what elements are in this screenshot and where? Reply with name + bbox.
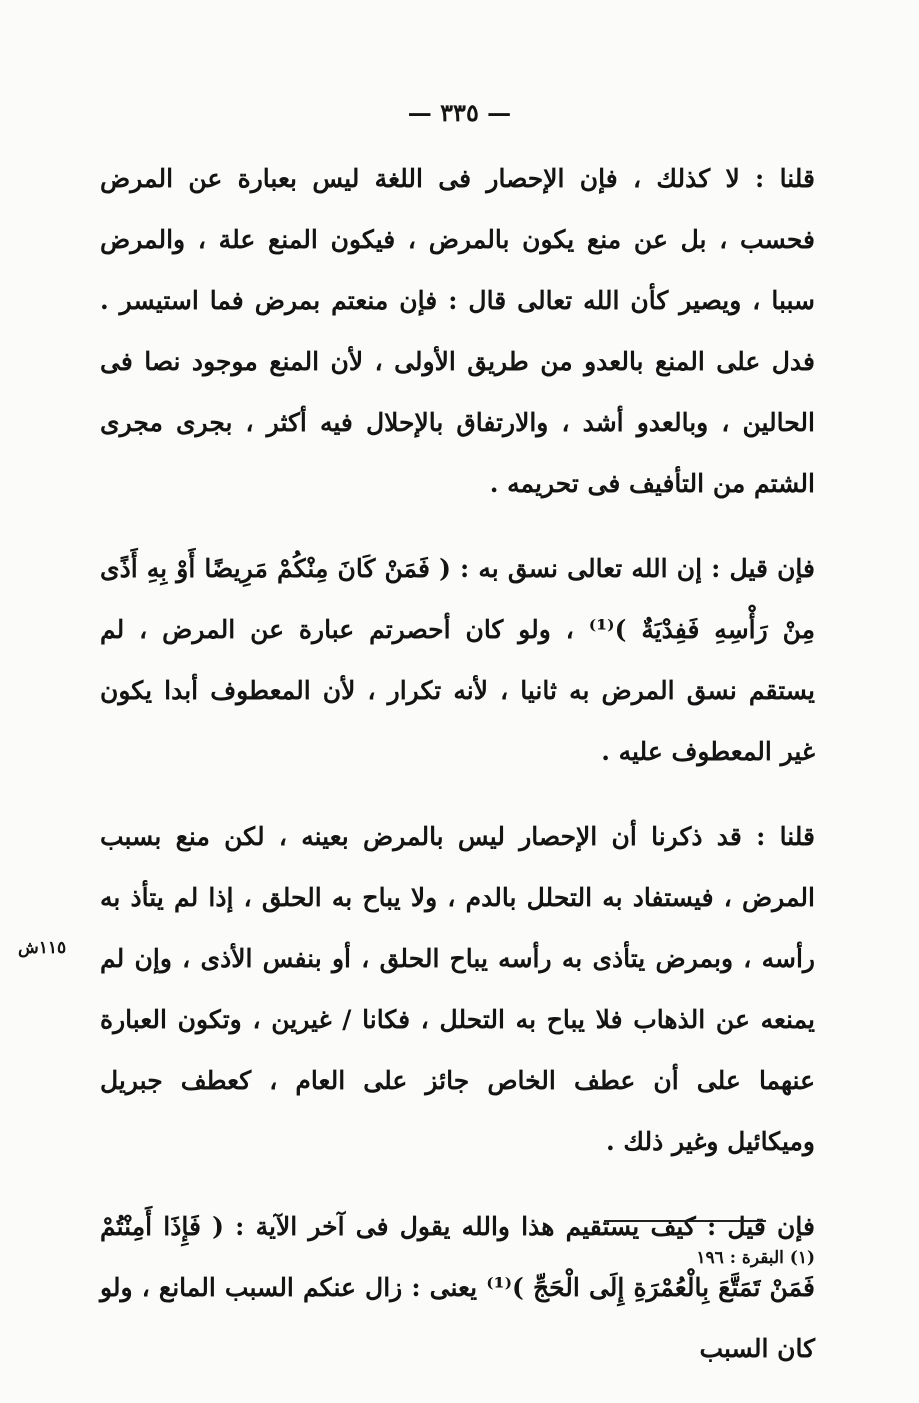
paragraph-3: قلنا : قد ذكرنا أن الإحصار ليس بالمرض بعينه ، لكن منع بسبب المرض ، فيستفاد به التحلل بالدم ، ولا يباح به الحلق ، إذا لم يتأذ به رأسه ، وبمرض يتأذى به رأسه يباح الحلق ، أو بنفس الأذى ، وإن لم يمنعه عن الذهاب فلا يباح به التحلل ، فكانا / غيرين ، وتكون العبارة عنهما على أن عطف الخاص جائز على العام ، كعطف جبريل وميكائيل وغير ذلك . bbox=[100, 822, 815, 1156]
paragraph-4: فإن قيل : كيف يستقيم هذا والله يقول فى آخر الآية : ( فَإِذَا أَمِنْتُمْ فَمَنْ تَمَتَّعَ بِالْعُمْرَةِ إِلَى الْحَجِّ )⁽¹⁾ يعنى : زال عنكم السبب المانع ، ولو كان السبب bbox=[100, 1212, 815, 1363]
page-number: — ٣٣٥ — bbox=[407, 98, 512, 127]
margin-note: ١١٥ش bbox=[18, 938, 67, 958]
body-text bbox=[100, 148, 815, 1403]
paragraph-2: فإن قيل : إن الله تعالى نسق به : ( فَمَنْ كَانَ مِنْكُمْ مَرِيضًا أَوْ بِهِ أَذًى مِنْ رَأْسِهِ فَفِدْيَةٌ )⁽¹⁾ ، ولو كان أحصرتم عبارة عن المرض ، لم يستقم نسق المرض به ثانيا ، لأنه تكرار ، لأن المعطوف أبدا يكون غير المعطوف عليه . bbox=[100, 554, 816, 766]
footnote-divider bbox=[604, 1220, 766, 1222]
footnote: (١) البقرة : ١٩٦ bbox=[696, 1248, 815, 1268]
paragraph-1: قلنا : لا كذلك ، فإن الإحصار فى اللغة ليس بعبارة عن المرض فحسب ، بل عن منع يكون بالمرض ، فيكون المنع علة ، والمرض سببا ، ويصير كأن الله تعالى قال : فإن منعتم بمرض فما استيسر . فدل على المنع بالعدو من طريق الأولى ، لأن المنع موجود نصا فى الحالين ، وبالعدو أشد ، والارتفاق بالإحلال فيه أكثر ، بجرى مجرى الشتم من التأفيف فى تحريمه . bbox=[100, 164, 815, 498]
